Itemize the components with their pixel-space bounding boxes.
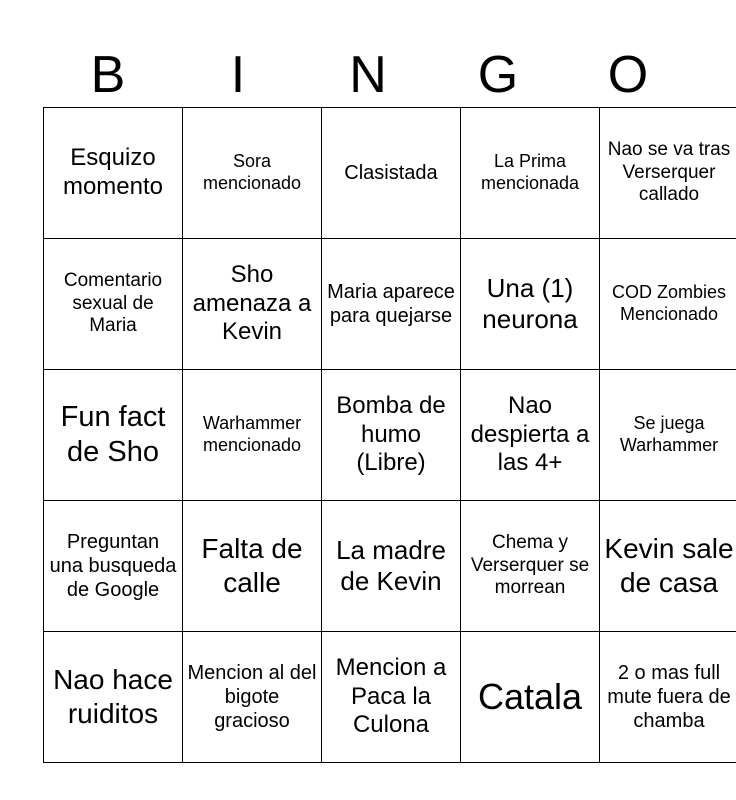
bingo-cell[interactable]: Nao despierta a las 4+ [461, 370, 600, 501]
bingo-cell[interactable]: Mencion al del bigote gracioso [183, 632, 322, 763]
bingo-header [43, 42, 693, 108]
bingo-cell[interactable]: Una (1) neurona [461, 239, 600, 370]
bingo-cell[interactable]: Comentario sexual de Maria [44, 239, 183, 370]
bingo-cell[interactable]: Kevin sale de casa [600, 501, 736, 632]
grid-row [44, 632, 736, 763]
bingo-cell[interactable]: Sora mencionado [183, 108, 322, 239]
grid-row [44, 108, 736, 239]
header-letter-n: N [349, 46, 387, 104]
bingo-cell[interactable]: Warhammer mencionado [183, 370, 322, 501]
bingo-cell[interactable]: Bomba de humo (Libre) [322, 370, 461, 501]
bingo-cell[interactable]: Maria aparece para quejarse [322, 239, 461, 370]
grid-row [44, 370, 736, 501]
bingo-cell[interactable]: Nao hace ruiditos [44, 632, 183, 763]
bingo-cell[interactable]: Esquizo momento [44, 108, 183, 239]
header-letter-i: I [230, 46, 246, 104]
grid-row [44, 239, 736, 370]
bingo-cell[interactable]: Chema y Verserquer se morrean [461, 501, 600, 632]
bingo-cell[interactable]: Clasistada [322, 108, 461, 239]
bingo-cell[interactable]: COD Zombies Mencionado [600, 239, 736, 370]
bingo-cell[interactable]: Catala [461, 632, 600, 763]
bingo-cell[interactable]: Mencion a Paca la Culona [322, 632, 461, 763]
bingo-cell[interactable]: Nao se va tras Verserquer callado [600, 108, 736, 239]
bingo-card-grid [43, 107, 736, 763]
bingo-cell[interactable]: 2 o mas full mute fuera de chamba [600, 632, 736, 763]
header-letter-g: G [477, 46, 519, 104]
grid-row [44, 501, 736, 632]
header-letter-b: B [90, 46, 126, 104]
header-letter-o: O [607, 46, 649, 104]
bingo-cell[interactable]: Preguntan una busqueda de Google [44, 501, 183, 632]
bingo-cell[interactable]: Sho amenaza a Kevin [183, 239, 322, 370]
bingo-cell[interactable]: La madre de Kevin [322, 501, 461, 632]
bingo-cell[interactable]: Falta de calle [183, 501, 322, 632]
bingo-cell[interactable]: Se juega Warhammer [600, 370, 736, 501]
bingo-cell[interactable]: La Prima mencionada [461, 108, 600, 239]
bingo-cell[interactable]: Fun fact de Sho [44, 370, 183, 501]
